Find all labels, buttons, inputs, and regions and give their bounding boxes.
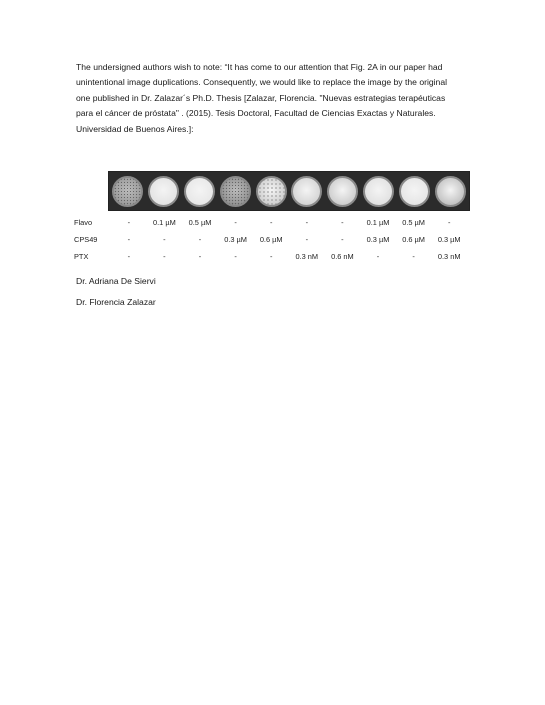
paragraph-line: Universidad de Buenos Aires.]: [76,123,194,134]
treatment-cell: - [198,235,202,244]
treatment-cell: - [127,252,131,261]
paragraph-line: one published in Dr. Zalazar´s Ph.D. Thesis [Zalazar, Florencia. "Nuevas estrategias terapéuticas [76,92,446,103]
treatment-cell: - [341,218,344,227]
row-label: Flavo [74,218,93,227]
signature-2: Dr. Florencia Zalazar [76,297,156,307]
treatment-cell: - [163,235,166,244]
treatment-cell: 0.6 µM [402,235,425,244]
treatment-cell: 0.3 nM [295,252,319,261]
culture-well [112,176,143,207]
culture-well [256,176,287,207]
treatment-cell: - [234,218,237,227]
row-label: CPS49 [74,235,98,244]
treatment-cell: - [198,252,202,261]
treatment-cell: - [305,218,309,227]
treatment-cell: - [234,252,237,261]
paragraph-line: The undersigned authors wish to note: “It has come to our attention that Fig. 2A in our paper had [76,62,443,72]
treatment-cell: - [412,252,415,261]
treatment-cell: - [127,218,131,227]
treatment-cell: 0.6 µM [259,235,283,244]
treatment-cell: - [305,235,309,244]
treatment-cell: 0.6 nM [331,252,354,261]
treatment-cell: 0.3 µM [224,235,247,244]
treatment-cell: - [447,218,451,227]
notice-paragraph [76,60,476,137]
treatment-cell: - [341,235,344,244]
culture-well [399,176,430,207]
treatment-cell: - [163,252,166,261]
culture-well [220,176,251,207]
treatment-cell: 0.3 µM [366,235,390,244]
row-label: PTX [74,252,89,261]
paragraph-line: para el cáncer de próstata" . (2015). Tesis Doctoral, Facultad de Ciencias Exactas y Naturales. [76,108,436,119]
signature-1: Dr. Adriana De Siervi [76,276,156,286]
treatment-cell: 0.3 nM [437,252,461,261]
culture-well [291,176,322,207]
wells-image-strip [108,171,470,211]
culture-well [184,176,215,207]
culture-well [327,176,358,207]
figure-2a-replacement [74,171,470,267]
treatment-cell: 0.3 µM [437,235,461,244]
treatment-cell: 0.5 µM [402,218,425,227]
culture-well [363,176,394,207]
culture-well [148,176,179,207]
treatment-cell: - [269,218,273,227]
treatment-cell: 0.1 µM [366,218,390,227]
treatment-cell: 0.5 µM [188,218,212,227]
culture-well [435,176,466,207]
treatment-cell: - [127,235,131,244]
treatment-cell: - [376,252,380,261]
treatment-cell: - [269,252,273,261]
paragraph-line: unintentional image duplications. Consequently, we would like to replace the image by the original [76,77,448,88]
treatment-cell: 0.1 µM [153,218,176,227]
